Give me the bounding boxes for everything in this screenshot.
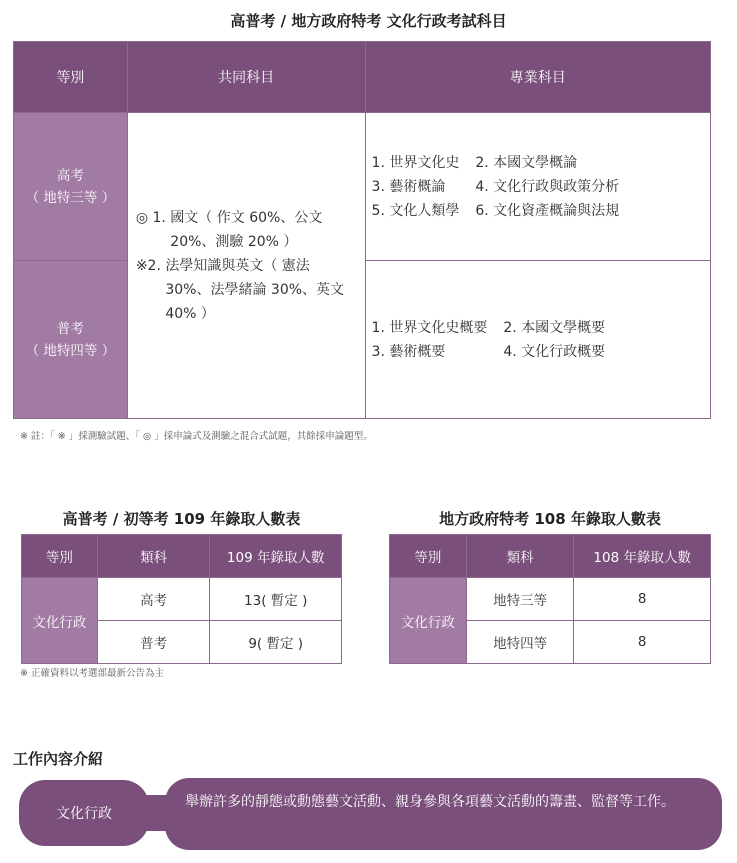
stats-left-category: 文化行政 [22,578,98,664]
stats-right-table [389,534,711,664]
grade-general [14,261,128,419]
stats-right-header-grade: 等別 [390,535,467,578]
professional-subject: 4. 文化行政概要 [503,343,606,360]
professional-general-cell [365,261,710,419]
table-row [390,578,711,621]
common-subject-text: 國文（ 作文 60%、公文 20%、測驗 20% ） [170,209,323,250]
professional-subject: 1. 世界文化史概要 [371,319,488,336]
professional-high-cell [365,113,710,261]
professional-subject: 1. 世界文化史 [371,154,460,171]
common-subject-item [136,254,357,326]
job-description: 舉辦許多的靜態或動態藝文活動、親身參與各項藝文活動的籌畫、監督等工作。 [165,778,722,850]
common-subject-marker: ◎ 1. [135,209,171,226]
stats-left-header-grade: 等別 [22,535,98,578]
stats-left-count: 13( 暫定 ) [210,578,342,621]
stats-left-grade: 高考 [97,578,210,621]
common-subject-text: 法學知識與英文（ 憲法 30%、法學緒論 30%、英文 40% ） [165,257,345,322]
professional-subject: 4. 文化行政與政策分析 [475,178,620,195]
stats-left-header-row [22,535,342,578]
page-title: 高普考 / 地方政府特考 文化行政考試科目 [230,12,507,30]
header-professional-subjects: 專業科目 [365,42,710,113]
common-subject-item [136,206,357,254]
data-source-note: ※ 正確資料以考選部最新公告為主 [20,668,164,679]
table-row [22,578,342,621]
stats-right-grade: 地特三等 [466,578,574,621]
header-grade: 等別 [14,42,128,113]
subjects-row-high [14,113,711,261]
grade-general-local: （ 地特四等 ） [25,342,116,359]
job-role-pill: 文化行政 [19,780,149,846]
professional-subject: 2. 本國文學概論 [475,154,578,171]
professional-subject: 3. 藝術概要 [371,343,446,360]
stats-right-category: 文化行政 [390,578,467,664]
grade-general-name: 普考 [56,320,84,337]
professional-high-list [372,151,709,223]
common-subjects-cell [127,113,365,419]
grade-high-local: （ 地特三等 ） [25,189,116,206]
header-common-subjects: 共同科目 [127,42,365,113]
stats-left-header-category: 類科 [97,535,210,578]
stats-left-title: 高普考 / 初等考 109 年錄取人數表 [62,510,301,528]
job-section-title: 工作內容介紹 [13,750,104,768]
common-subject-marker: ※2. [135,257,166,274]
stats-left-count: 9( 暫定 ) [210,621,342,664]
subjects-header-row [14,42,711,113]
subjects-table [13,41,711,419]
professional-subject: 3. 藝術概論 [371,178,446,195]
professional-subject: 5. 文化人類學 [371,202,460,219]
stats-left-grade: 普考 [97,621,210,664]
stats-left-table [21,534,342,664]
professional-general-list [372,316,709,364]
stats-right-header-row [390,535,711,578]
stats-right-header-count: 108 年錄取人數 [574,535,711,578]
stats-right-count: 8 [574,578,711,621]
professional-subject: 2. 本國文學概要 [503,319,606,336]
stats-left-header-count: 109 年錄取人數 [210,535,342,578]
stats-right-title: 地方政府特考 108 年錄取人數表 [439,510,661,528]
stats-right-header-category: 類科 [466,535,574,578]
professional-subject: 6. 文化資產概論與法規 [475,202,620,219]
stats-right-grade: 地特四等 [466,621,574,664]
stats-right-count: 8 [574,621,711,664]
grade-high-name: 高考 [56,167,84,184]
grade-high [14,113,128,261]
exam-note: ※ 註：「 ※ 」採測驗試題、「 ◎ 」採申論式及測驗之混合式試題，其餘採申論題型。 [20,431,373,442]
